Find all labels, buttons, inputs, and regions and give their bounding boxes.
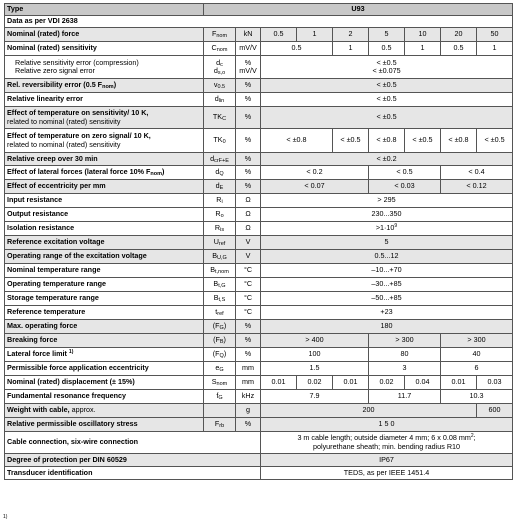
tk-zero-row	[5, 129, 513, 153]
lateral-limit-row	[5, 348, 513, 362]
row-label: Relative creep over 30 min	[5, 153, 204, 166]
type-header-row	[5, 4, 513, 16]
cell: 50	[477, 28, 513, 42]
cell: < ±0.5	[333, 129, 369, 153]
row-label: Nominal temperature range	[5, 264, 204, 278]
row-label: Output resistance	[5, 208, 204, 222]
cell: < 0.07	[261, 180, 369, 194]
cell: 11.7	[369, 390, 441, 404]
cell: < ±0.5	[477, 129, 513, 153]
cell: 5	[369, 28, 405, 42]
cell: 0.5	[261, 42, 333, 56]
unit: °C	[236, 264, 261, 278]
protection-row	[5, 454, 513, 467]
cell: < ±0.8	[261, 129, 333, 153]
symbol: $d_{crF+E}$	[204, 153, 236, 166]
row-label: Degree of protection per DIN 60529	[5, 454, 261, 467]
symbol: $R_{is}$	[204, 222, 236, 236]
cell: 1 5 0	[261, 418, 513, 432]
cell: 0.5...12	[261, 250, 513, 264]
cell: 0.5	[369, 42, 405, 56]
lateral-effect-row	[5, 166, 513, 180]
cell: < ±0.5	[261, 79, 513, 93]
cell: 0.01	[261, 376, 297, 390]
eccentricity-effect-row	[5, 180, 513, 194]
ref-voltage-row	[5, 236, 513, 250]
symbol: $B_{U,G}$	[204, 250, 236, 264]
symbol: $C_{nom}$	[204, 42, 236, 56]
unit: mm	[236, 362, 261, 376]
symbol: $v_{0.5}$	[204, 79, 236, 93]
symbol: $B_{t,S}$	[204, 292, 236, 306]
row-label: Reference excitation voltage	[5, 236, 204, 250]
tk-sensitivity-row	[5, 107, 513, 129]
cell: 2	[333, 28, 369, 42]
cell: < ±0.8	[369, 129, 405, 153]
row-label: Transducer identification	[5, 467, 261, 480]
cell: 0.03	[477, 376, 513, 390]
cell: > 300	[369, 334, 441, 348]
reversibility-row	[5, 79, 513, 93]
cell: > 295	[261, 194, 513, 208]
cell: +23	[261, 306, 513, 320]
unit: %	[236, 418, 261, 432]
cell: 0.01	[441, 376, 477, 390]
unit: Ω	[236, 208, 261, 222]
cell: 1.5	[261, 362, 369, 376]
cell: 40	[441, 348, 513, 362]
cell: 10.3	[441, 390, 513, 404]
cell: 3	[369, 362, 441, 376]
cell: < ±0.5 < ±0.075	[261, 56, 513, 79]
row-label: Operating temperature range	[5, 278, 204, 292]
cell: < 0.2	[261, 166, 369, 180]
row-label: Weight with cable, approx.	[5, 404, 204, 418]
symbol: $TK_0$	[204, 129, 236, 153]
oscillatory-row	[5, 418, 513, 432]
unit: %	[236, 180, 261, 194]
cell: < 0.4	[441, 166, 513, 180]
row-label: Cable connection, six-wire connection	[5, 432, 261, 454]
cell: –10...+70	[261, 264, 513, 278]
symbol: $(F_Q)$	[204, 348, 236, 362]
unit: %	[236, 166, 261, 180]
type-value: U93	[204, 4, 513, 16]
symbol: $d_E$	[204, 180, 236, 194]
cell: –50...+85	[261, 292, 513, 306]
cell: 180	[261, 320, 513, 334]
weight-row	[5, 404, 513, 418]
cell: 600	[477, 404, 513, 418]
symbol: $(F_B)$	[204, 334, 236, 348]
unit: %	[236, 320, 261, 334]
operating-temp-row	[5, 278, 513, 292]
row-label: Input resistance	[5, 194, 204, 208]
ref-temp-row	[5, 306, 513, 320]
nominal-temp-row	[5, 264, 513, 278]
cell: < 0.12	[441, 180, 513, 194]
row-label: Effect of eccentricity per mm	[5, 180, 204, 194]
cell: < ±0.5	[405, 129, 441, 153]
row-label: Effect of lateral forces (lateral force 10% $F_{nom}$)	[5, 166, 204, 180]
unit: %	[236, 107, 261, 129]
cell: 80	[369, 348, 441, 362]
vdi-row	[5, 16, 513, 28]
row-label: Relative linearity error	[5, 93, 204, 107]
symbol: $S_{nom}$	[204, 376, 236, 390]
row-label: Reference temperature	[5, 306, 204, 320]
input-resistance-row	[5, 194, 513, 208]
unit: %	[236, 93, 261, 107]
unit: °C	[236, 292, 261, 306]
row-label: Isolation resistance	[5, 222, 204, 236]
sensitivity-error-row	[5, 56, 513, 79]
symbol: $B_{t,G}$	[204, 278, 236, 292]
teds-row	[5, 467, 513, 480]
unit: V	[236, 250, 261, 264]
output-resistance-row	[5, 208, 513, 222]
unit: kN	[236, 28, 261, 42]
cell: –30...+85	[261, 278, 513, 292]
symbol: $d_{lin}$	[204, 93, 236, 107]
linearity-row	[5, 93, 513, 107]
symbol: $F_{rb}$	[204, 418, 236, 432]
creep-row	[5, 153, 513, 166]
cell: 1	[477, 42, 513, 56]
row-label: Rel. reversibility error (0.5 $F_{nom}$)	[5, 79, 204, 93]
symbol: $F_{nom}$	[204, 28, 236, 42]
cell: > 400	[261, 334, 369, 348]
cell: 3 m cable length; outside diameter 4 mm; 6 x 0.08 $mm^2$; polyurethane sheath; min. bending radius R10	[261, 432, 513, 454]
symbol: $t_{ref}$	[204, 306, 236, 320]
row-label: Effect of temperature on zero signal/ 10 K, related to nominal (rated) sensitivity	[5, 129, 204, 153]
nominal-force-row	[5, 28, 513, 42]
unit: %	[236, 129, 261, 153]
unit: Ω	[236, 194, 261, 208]
cell: 1	[297, 28, 333, 42]
unit: mV/V	[236, 42, 261, 56]
cell: 1	[405, 42, 441, 56]
unit: %	[236, 348, 261, 362]
cell: $>1\cdot 10^9$	[261, 222, 513, 236]
cell: 1	[333, 42, 369, 56]
cable-row	[5, 432, 513, 454]
row-label: Relative sensitivity error (compression) Relative zero signal error	[5, 56, 204, 79]
symbol: $e_G$	[204, 362, 236, 376]
cell: < ±0.8	[441, 129, 477, 153]
unit: % mV/V	[236, 56, 261, 79]
cell: 7.9	[261, 390, 369, 404]
unit: %	[236, 79, 261, 93]
unit: %	[236, 153, 261, 166]
unit: Ω	[236, 222, 261, 236]
unit: %	[236, 334, 261, 348]
cell: 0.04	[405, 376, 441, 390]
row-label: Permissible force application eccentricity	[5, 362, 204, 376]
cell: < 0.5	[369, 166, 441, 180]
unit: kHz	[236, 390, 261, 404]
symbol	[204, 404, 236, 418]
cell: 10	[405, 28, 441, 42]
symbol: $f_G$	[204, 390, 236, 404]
row-label: Breaking force	[5, 334, 204, 348]
symbol: $U_{ref}$	[204, 236, 236, 250]
unit: V	[236, 236, 261, 250]
symbol: $(F_G)$	[204, 320, 236, 334]
cell: 0.02	[369, 376, 405, 390]
vdi-label: Data as per VDI 2638	[5, 16, 513, 28]
cell: 5	[261, 236, 513, 250]
excitation-range-row	[5, 250, 513, 264]
isolation-resistance-row	[5, 222, 513, 236]
displacement-row	[5, 376, 513, 390]
symbol: $d_c$ $d_{s,o}$	[204, 56, 236, 79]
row-label: Lateral force limit $^{1)}$	[5, 348, 204, 362]
cell: TEDS, as per IEEE 1451.4	[261, 467, 513, 480]
cell: < 0.03	[369, 180, 441, 194]
specification-table	[4, 3, 513, 480]
cell: > 300	[441, 334, 513, 348]
row-label: Operating range of the excitation voltage	[5, 250, 204, 264]
unit: g	[236, 404, 261, 418]
row-label: Relative permissible oscillatory stress	[5, 418, 204, 432]
cell: 0.5	[261, 28, 297, 42]
unit: mm	[236, 376, 261, 390]
row-label: Effect of temperature on sensitivity/ 10 K, related to nominal (rated) sensitivity	[5, 107, 204, 129]
row-label: Fundamental resonance frequency	[5, 390, 204, 404]
symbol: $d_Q$	[204, 166, 236, 180]
symbol: $R_i$	[204, 194, 236, 208]
cell: 0.5	[441, 42, 477, 56]
cell: < ±0.5	[261, 107, 513, 129]
resonance-row	[5, 390, 513, 404]
unit: °C	[236, 278, 261, 292]
cell: 200	[261, 404, 477, 418]
cell: < ±0.2	[261, 153, 513, 166]
cell: IP67	[261, 454, 513, 467]
sensitivity-row	[5, 42, 513, 56]
symbol: $B_{t,nom}$	[204, 264, 236, 278]
cell: 230...350	[261, 208, 513, 222]
eccentricity-row	[5, 362, 513, 376]
breaking-force-row	[5, 334, 513, 348]
row-label: Nominal (rated) displacement (± 15%)	[5, 376, 204, 390]
type-label: Type	[5, 4, 204, 16]
storage-temp-row	[5, 292, 513, 306]
row-label: Max. operating force	[5, 320, 204, 334]
unit: °C	[236, 306, 261, 320]
cell: 100	[261, 348, 369, 362]
footnote-mark: 1)	[3, 514, 8, 520]
cell: 0.02	[297, 376, 333, 390]
symbol: $R_o$	[204, 208, 236, 222]
row-label: Storage temperature range	[5, 292, 204, 306]
row-label: Nominal (rated) sensitivity	[5, 42, 204, 56]
cell: 20	[441, 28, 477, 42]
max-force-row	[5, 320, 513, 334]
row-label: Nominal (rated) force	[5, 28, 204, 42]
symbol: $TK_C$	[204, 107, 236, 129]
cell: 0.01	[333, 376, 369, 390]
cell: 6	[441, 362, 513, 376]
cell: < ±0.5	[261, 93, 513, 107]
